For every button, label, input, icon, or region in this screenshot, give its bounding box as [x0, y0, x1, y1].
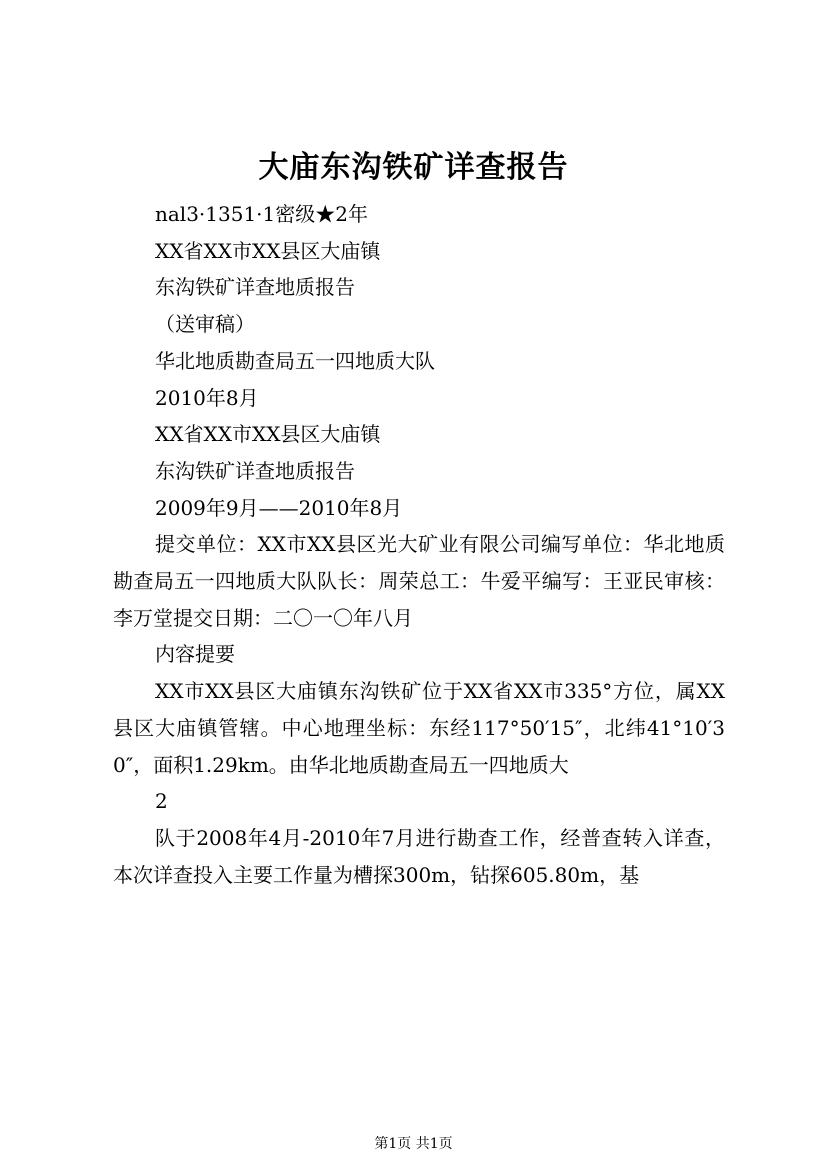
paragraph: 东沟铁矿详查地质报告 — [155, 458, 355, 483]
paragraph: 2009年9月——2010年8月 — [155, 495, 403, 520]
paragraph: nal3·1351·1密级★2年 — [155, 202, 368, 226]
document-body — [113, 196, 725, 893]
paragraph: 内容提要 — [155, 642, 235, 667]
document-title: 大庙东沟铁矿详查报告 — [258, 150, 569, 185]
paragraph: 华北地质勘查局五一四地质大队 — [155, 348, 435, 373]
paragraph: 队于2008年4月-2010年7月进行勘查工作，经普查转入详查，本次详查投入主要工作量为槽探300m，钻探605.80m，基 — [113, 825, 725, 887]
paragraph: XX市XX县区大庙镇东沟铁矿位于XX省XX市335°方位，属XX县区大庙镇管辖。中心地理坐标：东经117°50′15″，北纬41°10′30″，面积1.29km。由华北地质勘查局五一四地质大 — [113, 679, 725, 777]
paragraph: 东沟铁矿详查地质报告 — [155, 275, 355, 300]
page-footer: 第1页 共1页 — [374, 1136, 453, 1152]
paragraph: （送审稿） — [155, 312, 255, 337]
paragraph: XX省XX市XX县区大庙镇 — [155, 238, 381, 263]
page-number-inline: 2 — [155, 789, 168, 814]
paragraph: 提交单位：XX市XX县区光大矿业有限公司编写单位：华北地质勘查局五一四地质大队队长：周荣总工：牛爱平编写：王亚民审核：李万堂提交日期：二〇一〇年八月 — [113, 532, 725, 630]
paragraph: 2010年8月 — [155, 385, 259, 410]
paragraph: XX省XX市XX县区大庙镇 — [155, 422, 381, 447]
